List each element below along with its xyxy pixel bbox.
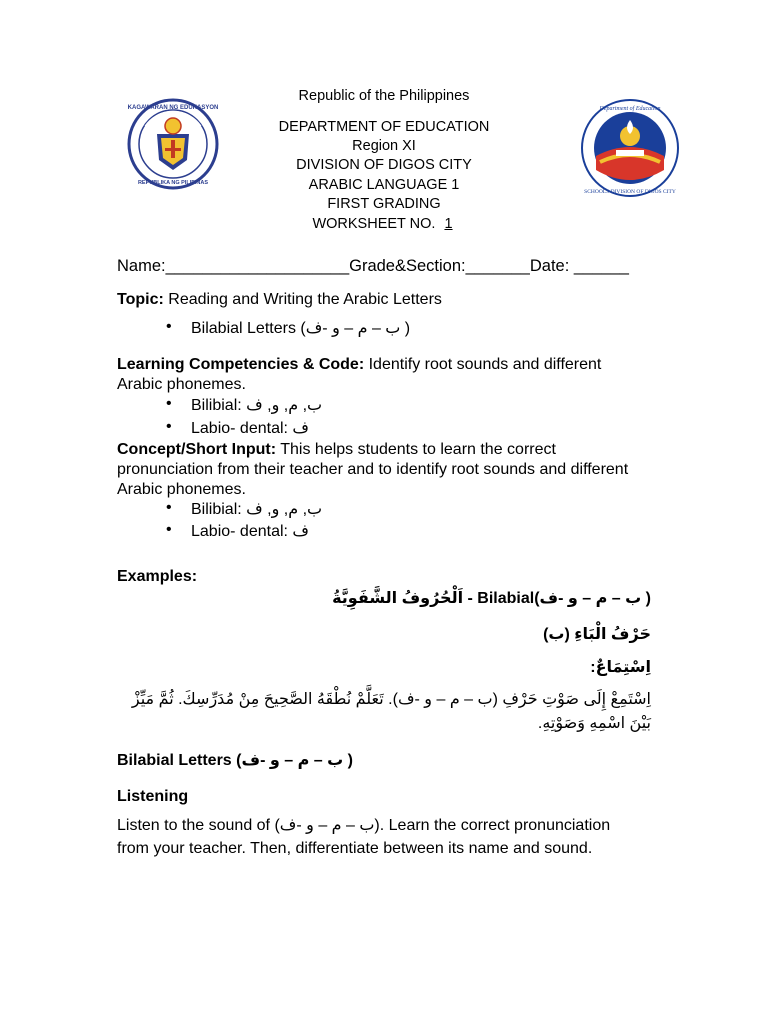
competencies-text: Identify root sounds and different Arabic phonemes. bbox=[117, 356, 602, 393]
svg-text:SCHOOLS DIVISION OF DIGOS CITY: SCHOOLS DIVISION OF DIGOS CITY bbox=[584, 189, 676, 195]
subject-line: ARABIC LANGUAGE 1 bbox=[308, 177, 460, 193]
grading-line: FIRST GRADING bbox=[327, 196, 441, 212]
concept-paragraph bbox=[117, 440, 637, 500]
division-line: DIVISION OF DIGOS CITY bbox=[296, 157, 472, 173]
examples-arabic-paragraph: اِسْتَمِعْ إِلَى صَوْتِ حَرْفِ (ب – م – و -ف). تَعَلَّمْ نُطْقَهُ الصَّحِيحَ مِنْ مُدَرِّسِكَ. ثُمَّ مَيِّزْ بَيْنَ اسْمِهِ وَصَوْتِهِ. bbox=[131, 691, 651, 732]
concept-bullet-bilibial: • Bilibial: ب, م, و, ف bbox=[191, 499, 322, 519]
student-info-line[interactable]: Name:____________________Grade&Section:_______Date: ______ bbox=[117, 257, 629, 275]
examples-arabic-line2: حَرْفُ الْبَاءِ (ب) bbox=[543, 626, 651, 643]
topic-text: Reading and Writing the Arabic Letters bbox=[163, 291, 442, 308]
svg-text:Department of Education: Department of Education bbox=[599, 106, 661, 112]
competencies-bullet-bilibial: • Bilibial: ب, م, و, ف bbox=[191, 395, 322, 415]
concept-label: Concept/Short Input: bbox=[117, 441, 277, 458]
concept-bullet-labio: • Labio- dental: ف bbox=[191, 521, 309, 541]
svg-text:KAGAWARAN NG EDUKASYON: KAGAWARAN NG EDUKASYON bbox=[127, 105, 219, 111]
department-title: DEPARTMENT OF EDUCATION bbox=[278, 119, 490, 135]
examples-heading: Examples: bbox=[117, 568, 198, 585]
topic-label: Topic: bbox=[117, 291, 164, 308]
bilabial-heading: Bilabial Letters (ب – م – و -ف ) bbox=[117, 752, 353, 769]
examples-arabic-line1: ( ب – م – و -ف)Bilabial - اَلْحُرُوفُ الشَّفَوِيَّةُ bbox=[332, 590, 651, 607]
region-line: Region XI bbox=[352, 138, 416, 154]
topic-line bbox=[117, 290, 442, 310]
worksheet-label: WORKSHEET NO. bbox=[312, 216, 436, 232]
competencies-label: Learning Competencies & Code: bbox=[117, 356, 365, 373]
examples-arabic-line3: اِسْتِمَاعٌ: bbox=[590, 659, 651, 676]
competencies-paragraph bbox=[117, 355, 617, 395]
worksheet-number: 1 bbox=[444, 216, 453, 232]
republic-line: Republic of the Philippines bbox=[298, 88, 470, 104]
topic-bullet: • Bilabial Letters (ب – م – و -ف ) bbox=[191, 318, 410, 338]
competencies-bullet-labio: • Labio- dental: ف bbox=[191, 418, 309, 438]
worksheet-line bbox=[0, 215, 768, 235]
listening-heading: Listening bbox=[117, 788, 189, 805]
svg-text:REPUBLIKA NG PILIPINAS: REPUBLIKA NG PILIPINAS bbox=[137, 180, 209, 186]
listening-paragraph: Listen to the sound of (ب – م – و -ف). Learn the correct pronunciation from your teacher. Then, differentiate between its name and sound. bbox=[117, 817, 611, 857]
concept-text: This helps students to learn the correct pronunciation from their teacher and to identify root sounds and different Arabic phonemes. bbox=[117, 441, 629, 498]
